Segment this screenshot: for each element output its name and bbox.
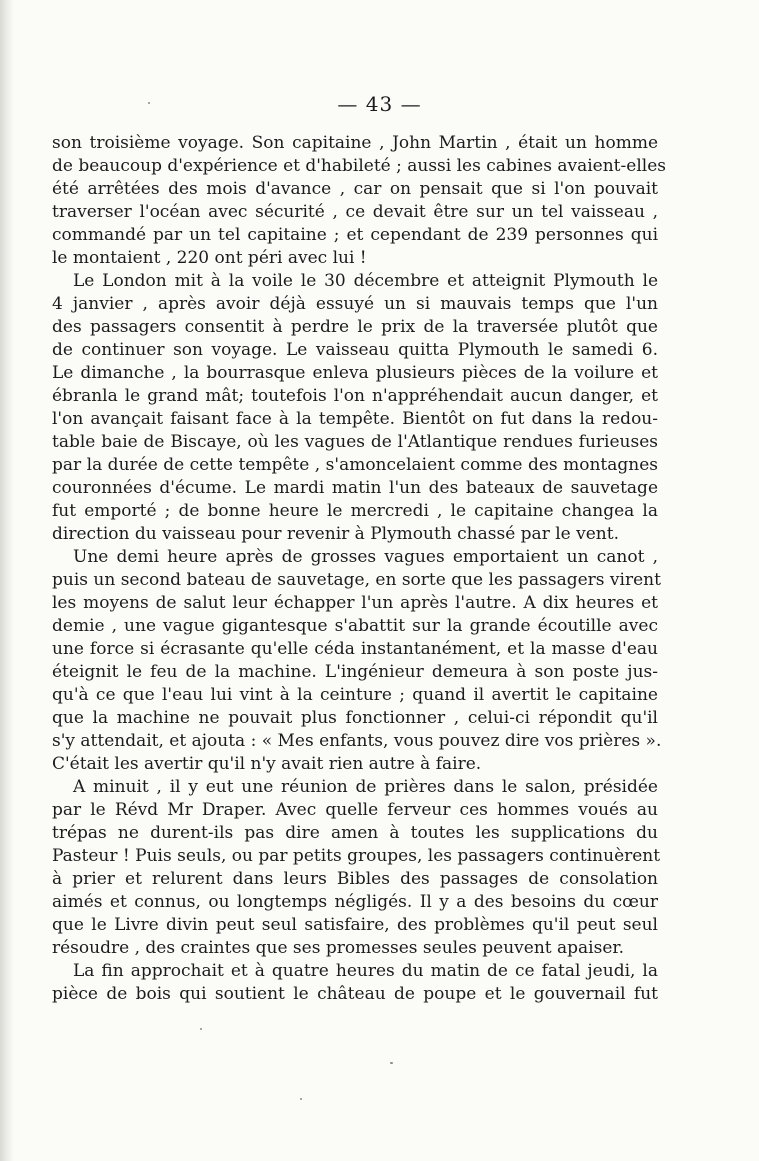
paper-speck — [300, 1098, 302, 1100]
text-line: éteignit le feu de la machine. L'ingénieur demeura à son poste jus- — [52, 662, 658, 682]
text-line: commandé par un tel capitaine ; et cependant de 239 personnes qui — [52, 225, 658, 245]
text-line: par le Révd Mr Draper. Avec quelle ferveur ces hommes voués au — [52, 800, 658, 820]
text-line: des passagers consentit à perdre le prix de la traversée plutôt que — [52, 317, 658, 337]
text-line: La fin approchait et à quatre heures du matin de ce fatal jeudi, la — [73, 961, 658, 981]
text-line: le montaient , 220 ont péri avec lui ! — [52, 248, 367, 268]
text-line: demie , une vague gigantesque s'abattit sur la grande écoutille avec — [52, 616, 658, 636]
paper-speck — [200, 1028, 202, 1030]
text-line: Une demi heure après de grosses vagues emportaient un canot , — [73, 547, 658, 567]
text-line: 4 janvier , après avoir déjà essuyé un si mauvais temps que l'un — [52, 294, 658, 314]
text-line: aimés et connus, ou longtemps négligés. Il y a des besoins du cœur — [52, 892, 658, 912]
text-line: à prier et relurent dans leurs Bibles des passages de consolation — [52, 869, 658, 889]
text-line: pièce de bois qui soutient le château de poupe et le gouvernail fut — [52, 984, 658, 1004]
text-line: couronnées d'écume. Le mardi matin l'un des bateaux de sauvetage — [52, 478, 658, 498]
text-line: été arrêtées des mois d'avance , car on pensait que si l'on pouvait — [52, 179, 658, 199]
text-line: que la machine ne pouvait plus fonctionner , celui-ci répondit qu'il — [52, 708, 658, 728]
text-line: fut emporté ; de bonne heure le mercredi , le capitaine changea la — [52, 501, 658, 521]
text-line: qu'à ce que l'eau lui vint à la ceinture ; quand il avertit le capitaine — [52, 685, 658, 705]
text-line: l'on avançait faisant face à la tempête. Bientôt on fut dans la redou- — [52, 409, 658, 429]
text-line: une force si écrasante qu'elle céda instantanément, et la masse d'eau — [52, 639, 658, 659]
paper-speck — [390, 1062, 393, 1064]
text-line: résoudre , des craintes que ses promesses seules peuvent apaiser. — [52, 938, 625, 958]
text-line: Le dimanche , la bourrasque enleva plusieurs pièces de la voilure et — [52, 363, 658, 383]
text-line: traverser l'océan avec sécurité , ce devait être sur un tel vaisseau , — [52, 202, 658, 222]
paper-speck — [148, 102, 150, 104]
text-line: s'y attendait, et ajouta : « Mes enfants, vous pouvez dire vos prières ». — [52, 731, 662, 751]
page-left-edge-shadow — [0, 0, 14, 1161]
text-line: par la durée de cette tempête , s'amoncelaient comme des montagnes — [52, 455, 658, 475]
text-line: trépas ne durent-ils pas dire amen à toutes les supplications du — [52, 823, 658, 843]
text-line: direction du vaisseau pour revenir à Plymouth chassé par le vent. — [52, 524, 619, 544]
text-line: C'était les avertir qu'il n'y avait rien autre à faire. — [52, 754, 482, 774]
text-line: ébranla le grand mât; toutefois l'on n'appréhendait aucun danger, et — [52, 386, 658, 406]
text-line: A minuit , il y eut une réunion de prières dans le salon, présidée — [73, 777, 658, 797]
page-number: — 43 — — [337, 92, 422, 116]
text-line: que le Livre divin peut seul satisfaire, des problèmes qu'il peut seul — [52, 915, 658, 935]
text-line: Le London mit à la voile le 30 décembre et atteignit Plymouth le — [73, 271, 658, 291]
text-line: les moyens de salut leur échapper l'un après l'autre. A dix heures et — [52, 593, 658, 613]
text-line: son troisième voyage. Son capitaine , John Martin , était un homme — [52, 133, 658, 153]
text-line: de beaucoup d'expérience et d'habileté ; aussi les cabines avaient-elles — [52, 156, 666, 176]
text-line: de continuer son voyage. Le vaisseau quitta Plymouth le samedi 6. — [52, 340, 658, 360]
text-line: table baie de Biscaye, où les vagues de l'Atlantique rendues furieuses — [52, 432, 658, 452]
text-line: puis un second bateau de sauvetage, en sorte que les passagers virent — [52, 570, 661, 590]
text-line: Pasteur ! Puis seuls, ou par petits groupes, les passagers continuèrent — [52, 846, 661, 866]
